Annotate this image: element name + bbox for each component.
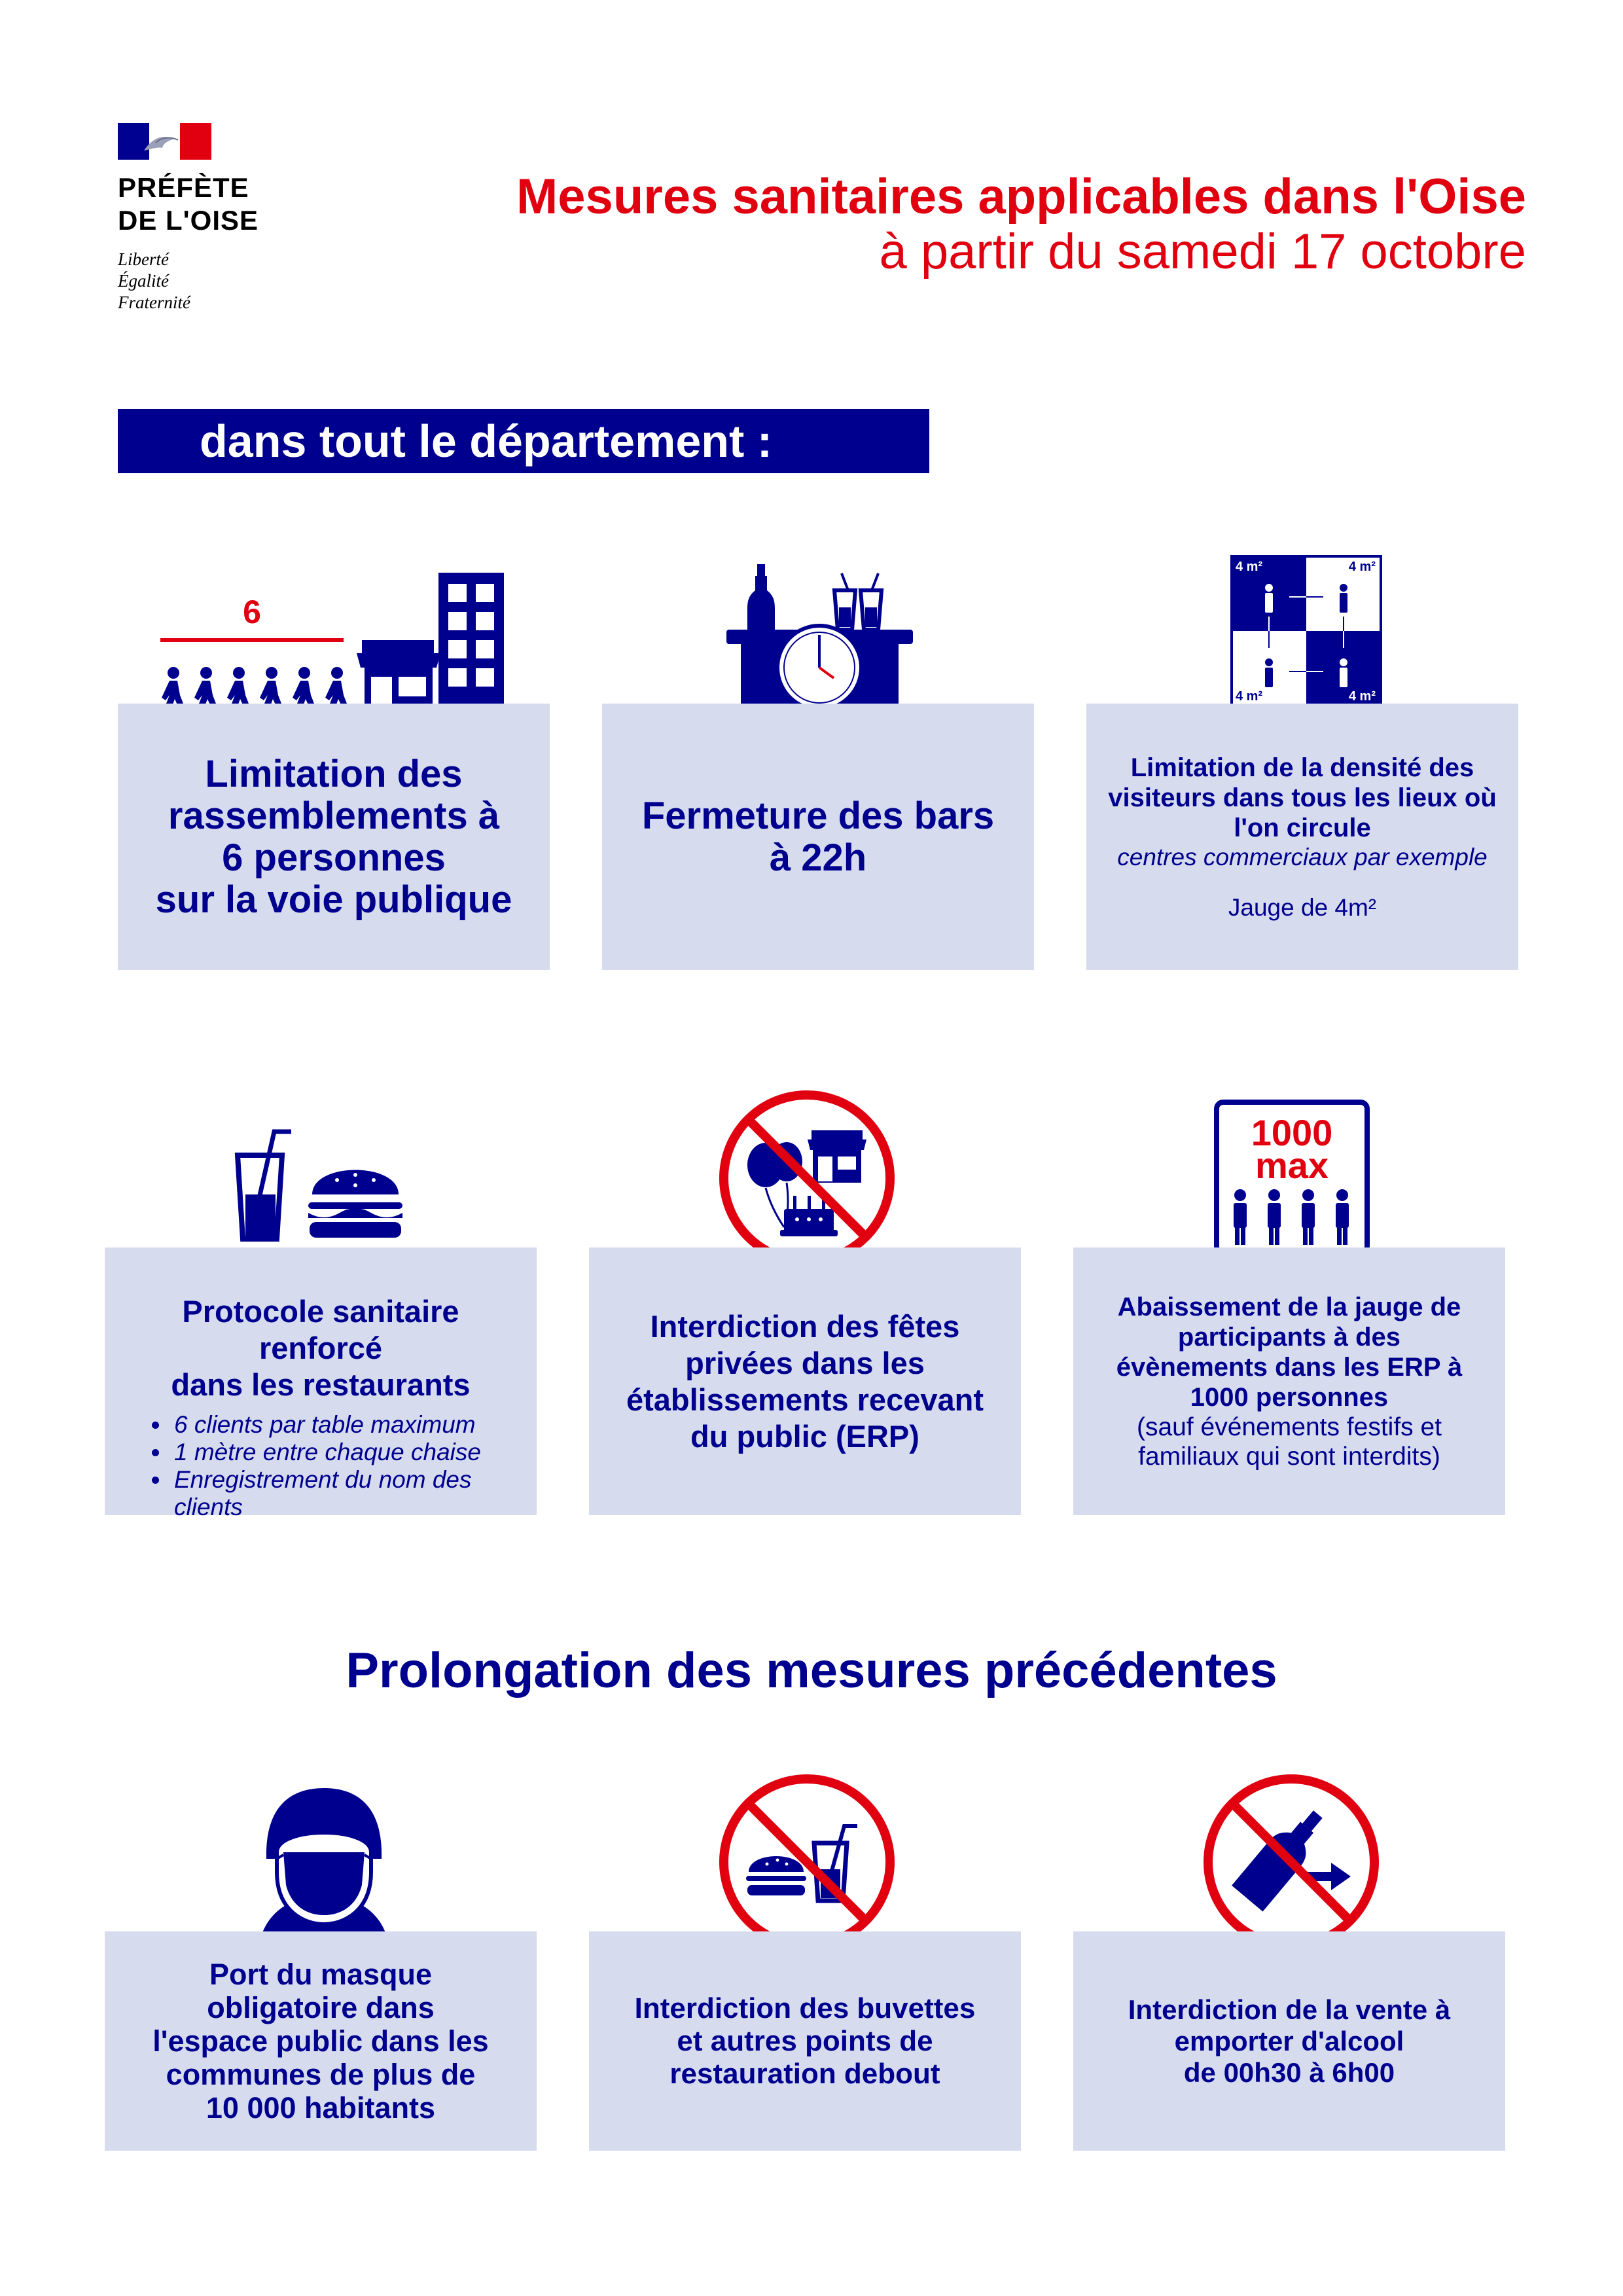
card-example-text: centres commerciaux par exemple: [1117, 843, 1488, 870]
max-1000-icon: [1214, 1100, 1370, 1255]
card-text-line: sur la voie publique: [155, 878, 512, 921]
section-banner-label: dans tout le département :: [200, 416, 773, 467]
card-private-parties-ban: [589, 1247, 1021, 1515]
card-text-line: à 22h: [769, 836, 867, 879]
card-text-line: Interdiction des buvettes: [634, 1992, 976, 2024]
card-text-line: familiaux qui sont interdits): [1138, 1442, 1440, 1471]
card-restaurant-protocol: [105, 1247, 537, 1520]
gathering-limit-icon: [160, 569, 507, 717]
no-party-icon: [719, 1090, 895, 1266]
card-text-line: 1000 personnes: [1190, 1382, 1389, 1412]
density-label: 4 m²: [1236, 689, 1263, 704]
list-item: 6 clients par table maximum: [148, 1411, 521, 1439]
bar-clock-icon: [726, 564, 916, 721]
card-text-line: Limitation de la densité des: [1130, 753, 1474, 782]
card-text-line: Abaissement de la jauge de: [1117, 1292, 1461, 1321]
card-text-line: Protocole sanitaire renforcé: [182, 1294, 459, 1365]
mask-icon: [259, 1787, 389, 1950]
motto-liberte: Liberté: [118, 249, 169, 269]
section2-title: Prolongation des mesures précédentes: [346, 1643, 1277, 1698]
gathering-limit-number: 6: [243, 594, 261, 630]
card-text-line: communes de plus de: [166, 2058, 476, 2091]
motto-fraternite: Fraternité: [118, 293, 190, 312]
section-banner: [118, 409, 929, 473]
page-subtitle-date: à partir du samedi 17 octobre: [879, 224, 1526, 279]
card-text-line: l'on circule: [1234, 813, 1371, 842]
card-text-line: évènements dans les ERP à: [1116, 1352, 1463, 1382]
card-alcohol-takeaway-ban: [1073, 1931, 1505, 2151]
card-text-line: obligatoire dans: [207, 1991, 435, 2024]
card-text-line: participants à des: [1177, 1322, 1401, 1352]
no-alcohol-takeaway-icon: [1203, 1774, 1380, 1950]
card-text-line: rassemblements à: [168, 794, 500, 837]
marianne-flag-logo: [118, 123, 211, 160]
card-visitor-density: [1086, 704, 1518, 970]
card-text-line: de 00h30 à 6h00: [1183, 2056, 1395, 2088]
card-standing-food-ban: [589, 1931, 1021, 2151]
density-label: 4 m²: [1348, 560, 1376, 574]
card-text-line: 10 000 habitants: [205, 2091, 436, 2125]
prefecture-logo-text: [118, 171, 314, 314]
card-text-line: et autres points de: [677, 2024, 933, 2057]
card-text-line: Interdiction des fêtes: [650, 1308, 960, 1344]
density-label: 4 m²: [1348, 689, 1376, 704]
card-event-capacity: [1073, 1247, 1505, 1515]
card-bar-closing: [602, 704, 1034, 970]
page-title: Mesures sanitaires applicables dans l'Oise: [516, 169, 1526, 224]
max-capacity-number: 1000: [1251, 1112, 1333, 1153]
card-gathering-limit: [118, 704, 550, 970]
list-item: 1 mètre entre chaque chaise: [148, 1439, 521, 1466]
card-text-line: établissements recevant: [626, 1382, 984, 1417]
no-standing-food-icon: [719, 1774, 895, 1950]
card-text-line: Interdiction de la vente à: [1128, 1994, 1451, 2025]
card-text-line: l'espace public dans les: [152, 2024, 489, 2058]
card-text-line: Limitation des: [205, 752, 463, 795]
card-text-line: privées dans les: [685, 1345, 925, 1380]
card-gauge-note: Jauge de 4m²: [1228, 893, 1377, 921]
card-text-line: Fermeture des bars: [641, 794, 995, 837]
card-text-line: du public (ERP): [690, 1418, 919, 1454]
card-text-line: restauration debout: [669, 2057, 940, 2090]
card-mask-mandatory: [105, 1931, 537, 2151]
drink-burger-icon: [232, 1129, 409, 1240]
max-capacity-label: max: [1255, 1145, 1329, 1186]
restaurant-rules-list: [148, 1411, 521, 1521]
card-text-line: dans les restaurants: [171, 1367, 471, 1402]
logo-title-line2: DE L'OISE: [118, 205, 259, 236]
card-text-line: visiteurs dans tous les lieux où: [1108, 783, 1497, 812]
logo-title-line1: PRÉFÈTE: [118, 172, 249, 203]
density-label: 4 m²: [1236, 560, 1263, 574]
card-text-line: Port du masque: [209, 1958, 433, 1991]
density-grid-icon: [1232, 556, 1381, 706]
motto-egalite: Égalité: [118, 271, 169, 291]
card-text-line: emporter d'alcool: [1174, 2025, 1404, 2056]
card-text-line: (sauf événements festifs et: [1136, 1412, 1442, 1441]
card-text-line: 6 personnes: [222, 836, 446, 879]
list-item: Enregistrement du nom des clients: [148, 1466, 521, 1521]
